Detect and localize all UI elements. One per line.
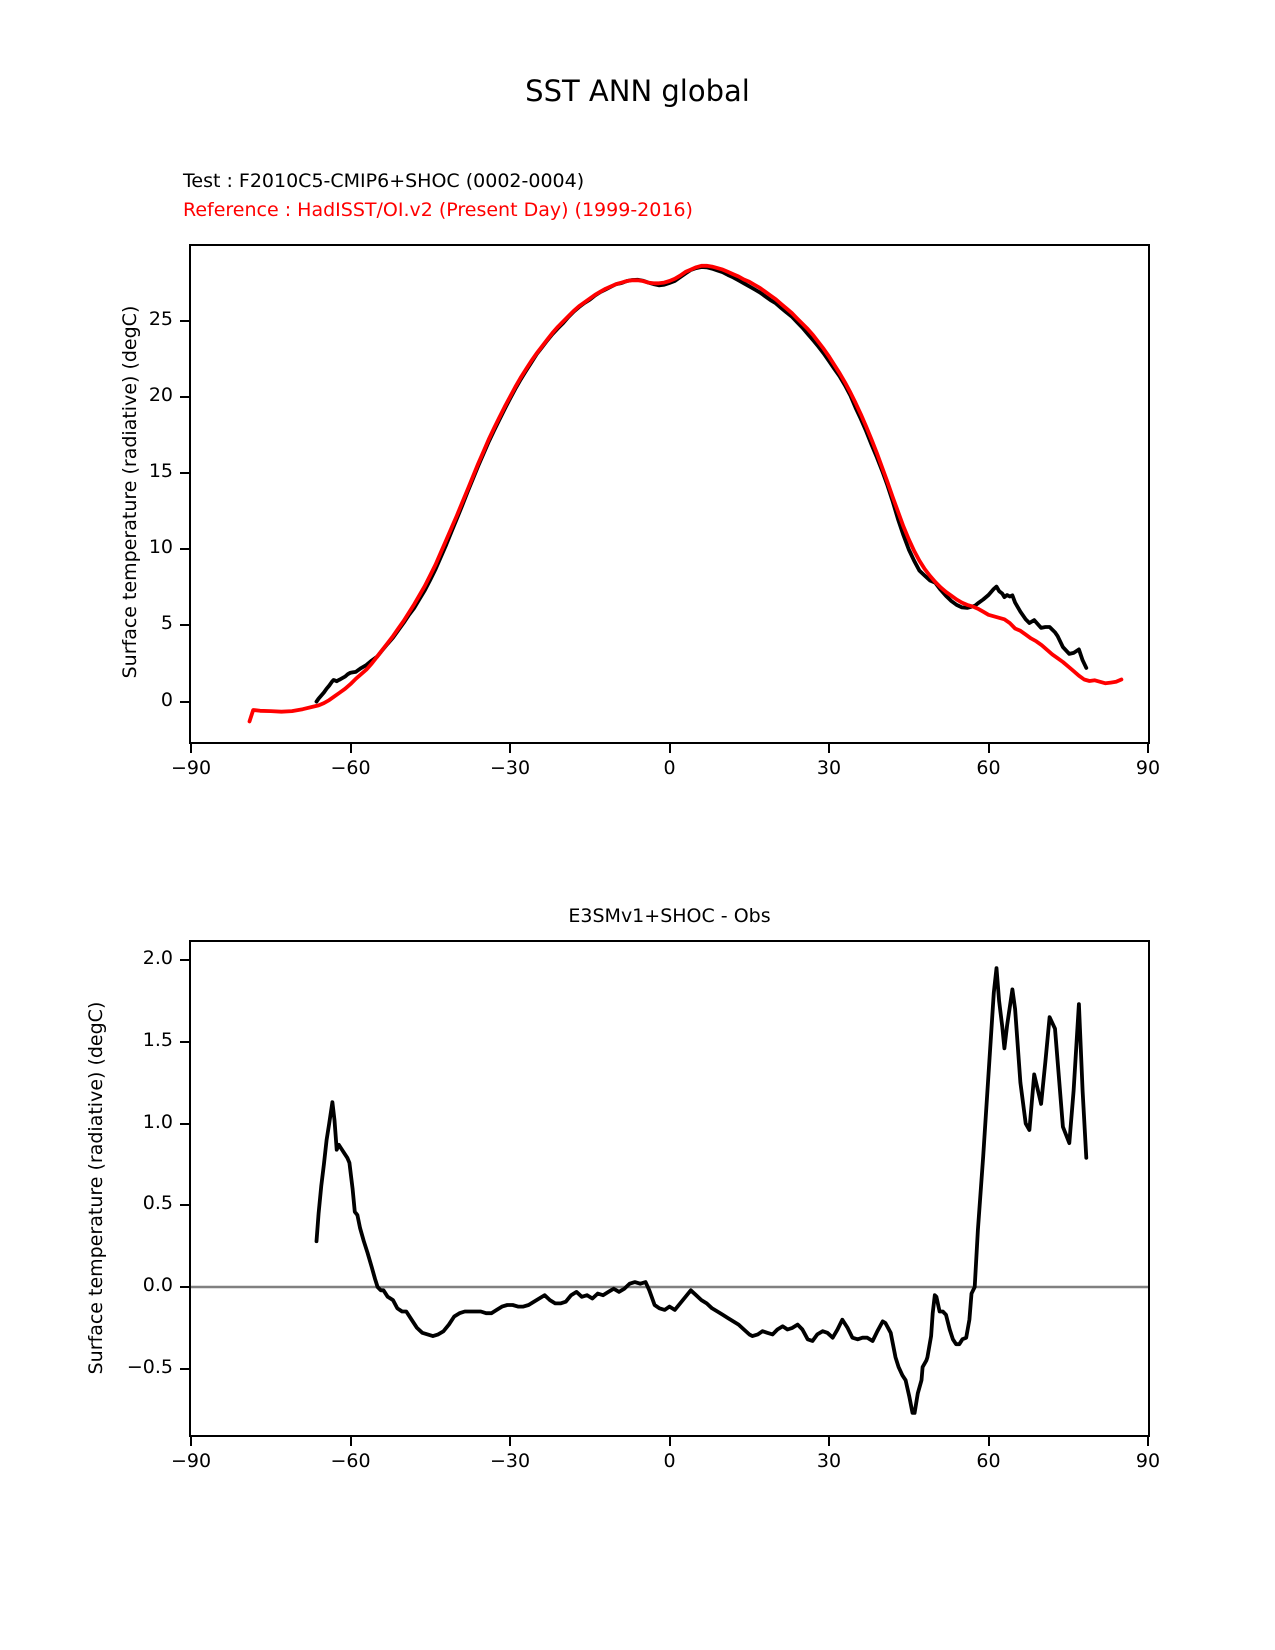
x-tick <box>350 744 352 753</box>
y-tick-label: 20 <box>148 383 173 406</box>
x-tick <box>190 1437 192 1446</box>
y-tick-label: 0.5 <box>142 1192 173 1215</box>
x-tick-label: −60 <box>330 1450 371 1472</box>
y-tick-label: 0 <box>160 688 173 711</box>
bottom-plot <box>126 940 1161 1472</box>
y-tick-label: 15 <box>148 460 173 483</box>
x-tick-label: −90 <box>170 757 212 779</box>
bottom-plot-title: E3SMv1+SHOC - Obs <box>568 905 771 927</box>
y-tick-label: 1.0 <box>142 1110 173 1133</box>
y-tick <box>180 1123 189 1125</box>
y-tick <box>180 472 189 474</box>
x-tick-label: −30 <box>489 1450 531 1472</box>
x-tick-label: 30 <box>816 1450 842 1472</box>
y-tick <box>180 1204 189 1206</box>
x-tick <box>988 744 990 753</box>
x-tick-label: −30 <box>489 757 531 779</box>
reference-curve <box>250 266 1122 722</box>
y-tick <box>180 396 189 398</box>
legend-test-label: Test : F2010C5-CMIP6+SHOC (0002-0004) <box>183 170 585 192</box>
x-tick <box>509 1437 511 1446</box>
figure-title: SST ANN global <box>525 74 750 108</box>
y-tick <box>180 701 189 703</box>
legend-reference-label: Reference : HadISST/OI.v2 (Present Day) (1999-2016) <box>183 199 693 221</box>
top-plot-ylabel: Surface temperature (radiative) (degC) <box>119 305 141 679</box>
x-tick <box>509 744 511 753</box>
y-tick-label: 10 <box>148 536 173 559</box>
x-tick-label: −90 <box>170 1450 212 1472</box>
x-tick <box>669 744 671 753</box>
x-tick <box>828 744 830 753</box>
x-tick-label: 60 <box>976 1450 1001 1472</box>
top-plot-area-svg <box>191 246 1148 742</box>
y-tick <box>180 1041 189 1043</box>
x-tick-label: 30 <box>816 757 842 779</box>
bottom-plot-ylabel: Surface temperature (radiative) (degC) <box>85 1001 107 1375</box>
y-tick-label: 25 <box>148 307 173 330</box>
y-tick <box>180 548 189 550</box>
x-tick-label: −60 <box>330 757 371 779</box>
y-tick-label: −0.5 <box>126 1355 173 1378</box>
x-tick <box>190 744 192 753</box>
x-tick <box>988 1437 990 1446</box>
y-tick-label: 0.0 <box>142 1274 173 1297</box>
y-tick <box>180 624 189 626</box>
y-tick <box>180 959 189 961</box>
x-tick-label: 90 <box>1135 1450 1161 1472</box>
diff-curve <box>317 968 1087 1413</box>
y-tick <box>180 1368 189 1370</box>
y-tick-label: 1.5 <box>142 1028 173 1051</box>
x-tick-label: 90 <box>1135 757 1161 779</box>
bottom-plot-area-svg <box>191 942 1148 1435</box>
y-tick-label: 5 <box>160 612 173 635</box>
y-tick <box>180 320 189 322</box>
y-tick <box>180 1286 189 1288</box>
x-tick-label: 60 <box>976 757 1001 779</box>
x-tick <box>1147 1437 1149 1446</box>
x-tick <box>1147 744 1149 753</box>
x-tick <box>350 1437 352 1446</box>
x-tick <box>669 1437 671 1446</box>
top-plot <box>148 244 1161 779</box>
x-tick-label: 0 <box>663 1450 676 1472</box>
test-curve <box>317 267 1087 702</box>
x-tick-label: 0 <box>663 757 676 779</box>
x-tick <box>828 1437 830 1446</box>
y-tick-label: 2.0 <box>142 946 173 969</box>
